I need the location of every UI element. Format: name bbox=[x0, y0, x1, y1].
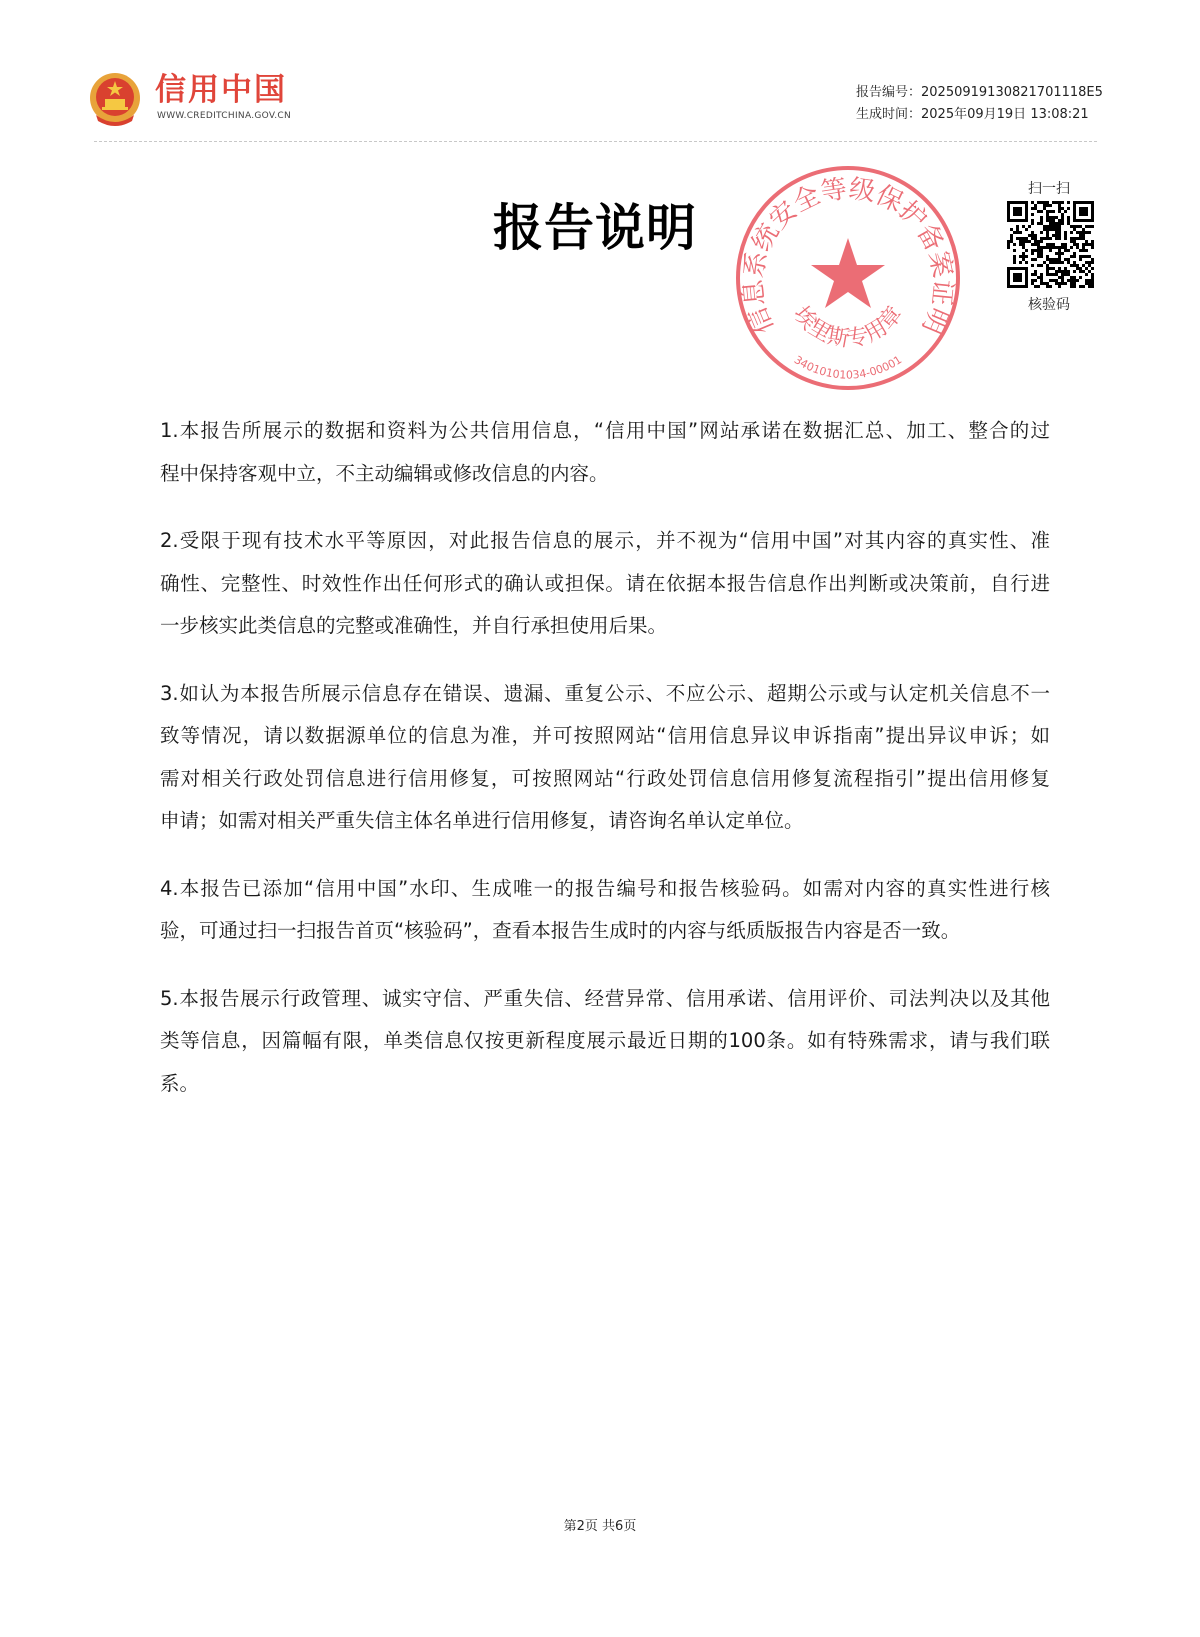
note-line: 5.本报告展示行政管理、诚实守信、严重失信、经营异常、信用承诺、信用评价、司法判决以及其他 bbox=[160, 986, 1050, 1010]
note-line: 系。 bbox=[160, 1071, 200, 1095]
generated-time-label: 生成时间： bbox=[856, 107, 922, 122]
official-seal-stamp bbox=[730, 160, 966, 396]
svg-text:埃里斯专用章 bbox=[788, 302, 908, 352]
note-line: 3.如认为本报告所展示信息存在错误、遗漏、重复公示、不应公示、超期公示或与认定机关信息不一 bbox=[160, 681, 1050, 705]
brand-name: 信用中国 bbox=[155, 72, 287, 108]
note-paragraph bbox=[160, 978, 1050, 1106]
note-line: 需对相关行政处罚信息进行信用修复，可按照网站“行政处罚信息信用修复流程指引”提出信用修复 bbox=[160, 766, 1050, 790]
qr-scan-label: 扫一扫 bbox=[1028, 181, 1070, 197]
generated-time bbox=[856, 107, 1089, 123]
stamp-code: 34010101034-00001 bbox=[791, 353, 905, 382]
note-line: 4.本报告已添加“信用中国”水印、生成唯一的报告编号和报告核验码。如需对内容的真实性进行核 bbox=[160, 876, 1050, 900]
page-title: 报告说明 bbox=[493, 199, 697, 257]
note-line: 2.受限于现有技术水平等原因，对此报告信息的展示，并不视为“信用中国”对其内容的真实性、准 bbox=[160, 529, 1050, 552]
note-paragraph bbox=[160, 868, 1050, 953]
note-line: 类等信息，因篇幅有限，单类信息仅按更新程度展示最近日期的100条。如有特殊需求，请与我们联 bbox=[160, 1029, 1050, 1052]
note-line: 致等情况，请以数据源单位的信息为准，并可按照网站“信用信息异议申诉指南”提出异议申诉；如 bbox=[160, 724, 1050, 747]
note-paragraph bbox=[160, 673, 1050, 843]
qr-verify-label: 核验码 bbox=[1028, 297, 1070, 313]
page-number: 第2页 共6页 bbox=[563, 1519, 637, 1534]
note-line: 验，可通过扫一扫报告首页“核验码”，查看本报告生成时的内容与纸质版报告内容是否一致。 bbox=[160, 919, 961, 942]
note-line: 一步核实此类信息的完整或准确性，并自行承担使用后果。 bbox=[160, 614, 668, 637]
national-emblem-logo bbox=[88, 71, 142, 127]
header-divider bbox=[94, 141, 1097, 142]
svg-text:34010101034-00001 bbox=[792, 353, 904, 381]
brand-url: WWW.CREDITCHINA.GOV.CN bbox=[157, 111, 291, 121]
report-number-label: 报告编号： bbox=[856, 85, 922, 100]
generated-time-value: 2025年09月19日 13:08:21 bbox=[921, 107, 1089, 122]
note-paragraph bbox=[160, 520, 1050, 648]
report-number-value: 20250919130821701118E5 bbox=[921, 85, 1103, 100]
stamp-outer-text: 信息系统安全等级保护备案证明 bbox=[738, 174, 958, 339]
qr-code-icon[interactable] bbox=[1006, 201, 1095, 288]
note-line: 1.本报告所展示的数据和资料为公共信用信息，“信用中国”网站承诺在数据汇总、加工、整合的过 bbox=[160, 419, 1050, 442]
star-icon bbox=[811, 238, 885, 308]
report-notes bbox=[160, 410, 1050, 1130]
report-number bbox=[856, 85, 1103, 101]
note-line: 确性、完整性、时效性作出任何形式的确认或担保。请在依据本报告信息作出判断或决策前，自行进 bbox=[160, 571, 1050, 595]
note-line: 申请；如需对相关严重失信主体名单进行信用修复，请咨询名单认定单位。 bbox=[160, 809, 804, 832]
note-line: 程中保持客观中立，不主动编辑或修改信息的内容。 bbox=[160, 461, 609, 485]
note-paragraph bbox=[160, 410, 1050, 495]
stamp-inner-text: 埃里斯专用章 bbox=[788, 301, 908, 353]
